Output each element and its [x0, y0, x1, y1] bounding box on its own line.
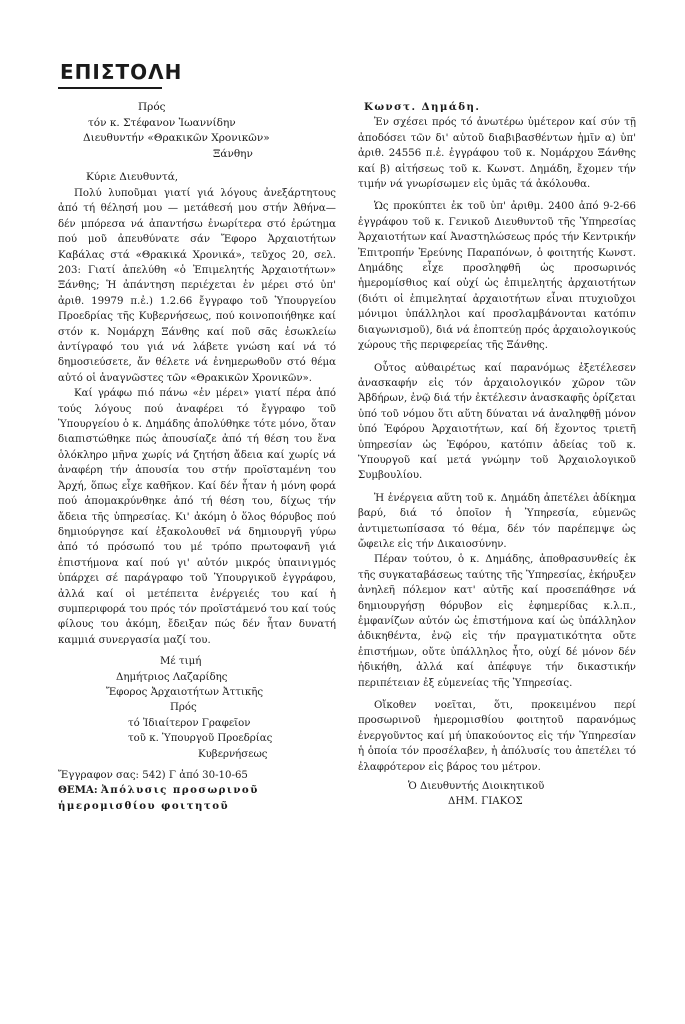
document-paragraph: Ὡς προκύπτει ἐκ τοῦ ὑπ' ἀριθμ. 2400 ἀπό 9-2-66 ἐγγράφου τοῦ κ. Γενικοῦ Διευθυντοῦ τῆς Ὑπηρεσίας Ἀρχαιοτήτων καί Ἀναστηλώσεως πρός τήν Κεντρικήν Ἐπιτροπήν Ἐρεύνης Παραπόνων, ὁ φοιτητής Κωνστ. Δημάδης εἶχε προσληφθῆ ὡς προσωρινός ἡμερομίσθιος καί οὐχί ὡς ἐπιμελητής ἀρχαιοτήτων (διότι οἱ ἐπιμεληταί ἀρχαιοτήτων εἶναι πτυχιοῦχοι μόνιμοι ὑπάλληλοι καί προσλαμβάνονται κατόπιν διαγωνισμοῦ), διά νά ἐποπτεύῃ πρός ἀρχαιολογικούς χώρους τῆς περιφερείας τῆς Ξάνθης.: [358, 201, 636, 352]
document-paragraph: Ἡ ἐνέργεια αὕτη τοῦ κ. Δημάδη ἀπετέλει ἀδίκημα βαρύ, διά τό ὁποῖον ἡ Ὑπηρεσία, εὐμενῶς ἀντιμετωπίσασα τό θέμα, δέν τόν παρέπεμψε ὡς ὤφειλε εἰς τήν Δικαιοσύνην.: [358, 492, 636, 550]
letter-paragraph: Καί γράφω πιό πάνω «ἐν μέρει» γιατί πέρα ἀπό τούς λόγους πού ἀναφέρει τό ἔγγραφο τοῦ Ὑπουργείου ὁ κ. Δημάδης ἀπολύθηκε τότε μόνο, ὅταν διαπιστώθηκε πώς ἀπουσίαζε ἀπό τή θέση του ἕνα ὁλόκληρο μῆνα χωρίς νά ζητήση ἄδεια καί χωρίς νά ἀναφέρη τήν ἀπουσία του στήν προϊσταμένη του Ἀρχή, ὅπως εἶχε καθῆκον. Καί δέν ἦταν ἡ μόνη φορά πού ἀπομακρύνθηκε ἀπό τή θέση του, δίχως τήν ἄδεια τῆς ὑπηρεσίας. Κι' ἀκόμη ὁ ὅλος θόρυβος πού δημιούργησε καί ἐξακολουθεῖ νά δημιουργῆ γύρω ἀπό τό πρόσωπό του μέ τρόπο πρωτοφανῆ γιά ἐπιστήμονα καί πού γι' αὐτόν μικρός ὑπαινιγμός ὑπάρχει σέ παράγραφο τοῦ Ὑπουργικοῦ ἐγγράφου, ἀλλά καί οἱ μετέπειτα ἐνέργειές του καί ἡ συμπεριφορά του πρός τόν προϊστάμενό του καί τούς φίλους του ἀκόμη, ἔδειξαν πώς δέν ἦταν δυνατή καμμιά συνεργασία μαζί του.: [58, 388, 336, 646]
closing-line: ΔΗΜ. ΓΙΑΚΟΣ: [448, 796, 523, 808]
subject-continuation: ἡμερομισθίου φοιτητοῦ: [58, 799, 230, 812]
recipient-line: Πρός: [170, 702, 197, 714]
document-recipient: [58, 700, 336, 762]
closing-line: Ὁ Διευθυντής Διοικητικοῦ: [408, 781, 545, 793]
document-number: Ἔγγραφον σας: 542) Γ ἀπό 30-10-65: [58, 770, 248, 781]
document-reference: [58, 768, 336, 814]
document-paragraph: Οὗτος αὐθαιρέτως καί παρανόμως ἐξετέλεσεν ἀνασκαφήν εἰς τόν ἀρχαιολογικόν χῶρον τῶν Ἀβδήρων, ἐνῷ διά τήν ἐκτέλεσιν ἀνασκαφῆς ὁρίζεται ὑπό τοῦ νόμου ὅτι αὕτη δύναται νά ἀναληφθῇ μόνον ὑπό Ἐφόρου Ἀρχαιοτήτων, καί δή ἔχοντος τριετῆ ὑπηρεσίαν ὡς Ἐφόρου, κατόπιν ἀδείας τοῦ κ. Ὑπουργοῦ καί μετά γνώμην τοῦ Ἀρχαιολογικοῦ Συμβουλίου.: [358, 362, 636, 482]
title-underline: [58, 87, 162, 89]
right-column: [358, 100, 636, 810]
recipient-line: Κυβερνήσεως: [198, 748, 268, 760]
salutation: Κύριε Διευθυντά,: [86, 171, 179, 184]
document-paragraph: Οἴκοθεν νοεῖται, ὅτι, προκειμένου περί προσωρινοῦ ἡμερομισθίου φοιτητοῦ παρανόμως ἐνεργοῦντος καί μή ὑπακούοντος εἰς τήν Ὑπηρεσίαν ἡ ὁποία τόν προσέλαβεν, ἡ ἀπόλυσίς του ἀπετέλει τό ἐλαφρότερον εἰς βάρος του μέτρον.: [358, 700, 636, 773]
address-line: Πρός: [138, 101, 166, 113]
address-line: Διευθυντήν «Θρακικῶν Χρονικῶν»: [83, 132, 270, 145]
signoff-line: Μέ τιμή: [160, 656, 202, 668]
letter-paragraph: Πολύ λυποῦμαι γιατί γιά λόγους ἀνεξάρτητους ἀπό τή θέλησή μου — μετάθεσή μου στήν Ἀθήνα— δέν μπόρεσα νά ἀπαντήσω ἐνωρίτερα στό ἐρώτημα πού μοῦ ἀπευθύνατε σάν Ἔφορο Ἀρχαιοτήτων Καβάλας στά «Θρακικά Χρονικά», τεῦχος 20, σελ. 203: Γιατί ἀπελύθη «ὁ Ἐπιμελητής Ἀρχαιοτήτων» Ξάνθης; Ἡ ἀπάντηση περιέχεται ἐν μέρει στό ὑπ' ἀριθ. 19979 π.ἐ.) 1.2.66 ἔγγραφο τοῦ Ὑπουργείου Προεδρίας τῆς Κυβερνήσεως, πού κοινοποιήθηκε καί στόν κ. Νομάρχη Ξάνθης καί ποῦ σᾶς ἐσωκλείω ἀντίγραφό του γιά νά λάβετε γνώση καί νά τό δημοσιεύσετε, ἄν θέλετε νά ἐνημερωθοῦν στό θέμα αὐτό οἱ ἀναγνῶστες τῶν «Θρακικῶν Χρονικῶν».: [58, 187, 336, 384]
recipient-line: τοῦ κ. Ὑπουργοῦ Προεδρίας: [128, 733, 273, 745]
document-paragraph: Πέραν τούτου, ὁ κ. Δημάδης, ἀποθρασυνθείς ἐκ τῆς συγκαταβάσεως ταύτης τῆς Ὑπηρεσίας, ἐκήρυξεν ἀνηλεῆ πόλεμον κατ' αὐτῆς καί προσεπάθησε νά δημιουργήσῃ θόρυβον εἰς ἐφημερίδας κ.λ.π., ἐμφανίζων αὐτόν ὡς ἐπιστήμονα καί ὡς ὑπάλληλον ἀδικηθέντα, ἐνῷ εἰς τήν πραγματικότητα οὔτε ἐπιστήμων, οὔτε ὑπάλληλος ἦτο, οὐχί δέ μόνον δέν ἠδικήθη, ἀλλά καί ἀπέφυγε τήν δικαστικήν περιπέτειαν ἐξ εὐμενείας τῆς Ὑπηρεσίας.: [358, 554, 636, 689]
address-line: Ξάνθην: [213, 147, 253, 160]
recipient-address: [58, 100, 336, 162]
subject-continuation: Κωνστ. Δημάδη.: [364, 101, 481, 113]
page-title: ΕΠΙΣΤΟΛΗ: [60, 60, 183, 84]
subject-label: ΘΕΜΑ:: [58, 784, 98, 797]
signoff-line: Ἔφορος Ἀρχαιοτήτων Ἀττικῆς: [106, 686, 264, 698]
signoff-line: Δημήτριος Λαζαρίδης: [116, 671, 228, 683]
signoff: [58, 654, 336, 700]
left-column: [58, 100, 336, 814]
address-line: τόν κ. Στέφανον Ἰωαννίδην: [88, 116, 236, 129]
recipient-line: τό Ἰδιαίτερον Γραφεῖον: [128, 717, 251, 729]
subject-text: Ἀπόλυσις προσωρινοῦ: [100, 784, 259, 797]
closing-signature: [358, 779, 636, 810]
document-paragraph: Ἐν σχέσει πρός τό ἀνωτέρω ὑμέτερον καί σύν τῇ ἀποδόσει τῶν δι' αὐτοῦ διαβιβασθέντων ἡμῖν α) ὑπ' ἀριθ. 24556 π.ἐ. ἐγγράφου τοῦ κ. Νομάρχου Ξάνθης καί β) αἰτήσεως τοῦ κ. Κωνστ. Δημάδη, ἔχομεν τήν τιμήν νά γνωρίσωμεν εἰς ὑμᾶς τά ἀκόλουθα.: [358, 117, 636, 191]
